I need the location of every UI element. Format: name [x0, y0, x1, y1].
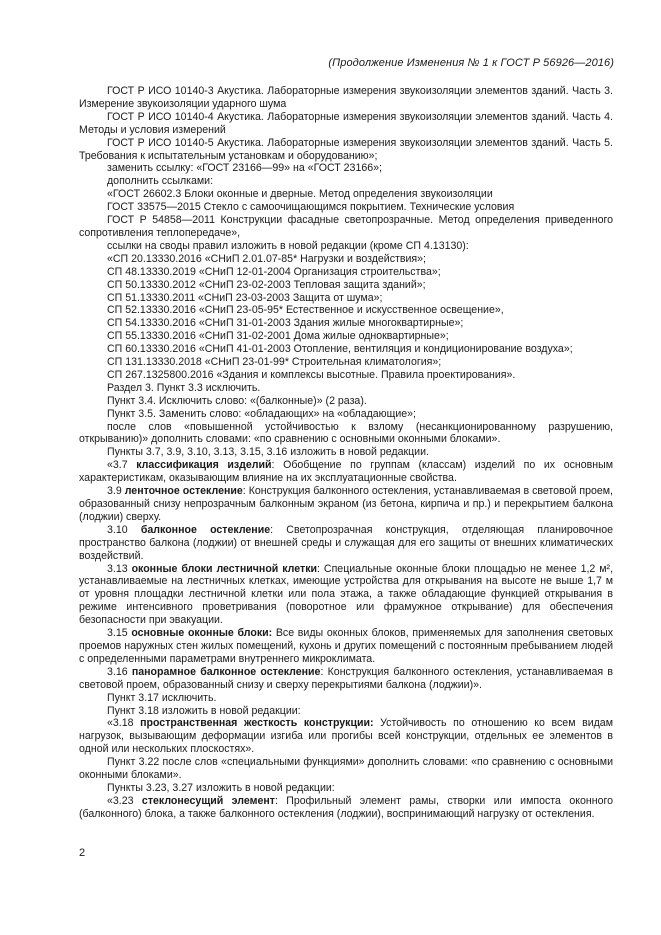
defined-term: оконные блоки лестничной клетки [131, 562, 318, 575]
paragraph: СП 54.13330.2016 «СНиП 31-01-2003 Здания жилые многоквартирные»; [107, 317, 464, 330]
defined-term: классификация изделий [136, 459, 272, 472]
paragraph: СП 55.13330.2016 «СНиП 31-02-2001 Дома жилые одноквартирные»; [107, 330, 449, 343]
paragraph: ГОСТ Р ИСО 10140-5 Акустика. Лабораторные измерения звукоизоляции элементов зданий. Часть 5. Требования к испытательным установкам и оборудованию»; [79, 136, 613, 162]
paragraph: ГОСТ Р 54858—2011 Конструкции фасадные светопрозрачные. Метод определения приведенного сопротивления теплопередаче», [79, 214, 613, 239]
definition-text: : Конструкция балконного остекления, устанавливаемая в световой проем, образованный снизу непрозрачным балконным экраном (из бетона, кирпича и пр.) и перекрытием балкона (лоджии) сверху. [79, 485, 613, 523]
clause-number: 3.10 [107, 523, 141, 536]
paragraph: Пункт 3.5. Заменить слово: «обладающих» на «обладающие»; [107, 407, 416, 420]
definition-text: : Специальные оконные блоки площадью не менее 1,2 м², устанавливаемые на лестничных клетках, имеющие устройства для открывания на высоте не выше 1,7 м от уровня площадки лестничной клетки или пола этажа, а также обладающие функцией открывания в режиме интенсивного проветривания (поворотное или фрамужное открывание) для обеспечения безопасности при эвакуации. [79, 562, 614, 627]
clause-number: 3.9 [107, 485, 125, 498]
paragraph: СП 267.1325800.2016 «Здания и комплексы высотные. Правила проектирования». [107, 368, 516, 381]
document-body [79, 85, 613, 821]
paragraph [79, 666, 613, 692]
defined-term: балконное остекление [140, 523, 271, 536]
clause-number: «3.18 [107, 717, 141, 730]
paragraph: Раздел 3. Пункт 3.3 исключить. [107, 381, 261, 394]
paragraph: Пункты 3.23, 3.27 изложить в новой редакции: [107, 781, 335, 794]
paragraph: Пункт 3.4. Исключить слово: «(балконные)» (2 раза). [107, 394, 367, 407]
paragraph [79, 524, 613, 563]
defined-term: пространственная жесткость конструкции: [140, 717, 374, 730]
paragraph: Пункт 3.18 изложить в новой редакции: [107, 704, 301, 717]
defined-term: панорамное балконное остекление [131, 665, 321, 678]
clause-number: 3.13 [107, 562, 132, 575]
definition-text: Все виды оконных блоков, применяемых для заполнения световых проемов наружных стен жилых помещений, кухонь и других помещений с постоянным пребыванием людей с определенными параметрами внутреннего микроклимата. [79, 627, 614, 665]
defined-term: основные оконные блоки: [131, 627, 273, 640]
paragraph: дополнить ссылками: [107, 175, 214, 188]
paragraph [79, 717, 613, 756]
paragraph [79, 627, 613, 666]
clause-number: «3.23 [107, 794, 142, 807]
paragraph: Пункт 3.22 после слов «специальными функциями» дополнить словами: «по сравнению с основными оконными блоками». [79, 756, 613, 782]
definition-text: : Светопрозрачная конструкция, отделяющая планировочное пространство балкона (лоджии) от внешней среды и служащая для его защиты от внешних климатических воздействий. [79, 523, 613, 562]
definition-text: : Обобщение по группам (классам) изделий по их основным характеристикам, оказывающим влияние на их эксплуатационные свойства. [79, 459, 614, 485]
paragraph: СП 50.13330.2012 «СНиП 23-02-2003 Тепловая защита зданий»; [107, 278, 426, 291]
paragraph: после слов «повышенной устойчивостью к взлому (несанкционированному разрушению, открыванию)» дополнить словами: «по сравнению с основными оконными блоками». [79, 420, 613, 446]
page-number: 2 [79, 847, 86, 859]
clause-number: 3.15 [107, 627, 132, 640]
paragraph: Пункты 3.7, 3.9, 3.10, 3.13, 3.15, 3.16 изложить в новой редакции. [107, 446, 429, 459]
clause-number: 3.16 [107, 665, 132, 678]
paragraph: СП 60.13330.2016 «СНиП 41-01-2003 Отопление, вентиляция и кондиционирование воздуха»; [107, 343, 573, 356]
paragraph [79, 459, 613, 485]
paragraph: СП 52.13330.2016 «СНиП 23-05-95* Естественное и искусственное освещение», [107, 304, 504, 317]
defined-term: ленточное остекление [124, 485, 243, 498]
paragraph: ссылки на своды правил изложить в новой редакции (кроме СП 4.13130): [107, 239, 469, 252]
paragraph: СП 131.13330.2018 «СНиП 23-01-99* Строительная климатология»; [107, 356, 442, 369]
definition-text: Устойчивость по отношению ко всем видам нагрузок, вызывающим деформации изгиба или прогибы всей конструкции, отдельных ее элементов в одной или нескольких плоскостях». [79, 717, 613, 756]
paragraph: СП 51.13330.2011 «СНиП 23-03-2003 Защита от шума»; [107, 291, 383, 304]
paragraph [79, 563, 613, 628]
paragraph: «СП 20.13330.2016 «СНиП 2.01.07-85* Нагрузки и воздействия»; [107, 252, 426, 265]
paragraph: заменить ссылку: «ГОСТ 23166—99» на «ГОСТ 23166»; [107, 162, 382, 175]
defined-term: стеклонесущий элемент [141, 794, 275, 807]
paragraph: Пункт 3.17 исключить. [107, 691, 217, 704]
definition-text: : Конструкция балконного остекления, устанавливаемая в световой проем, образованный снизу и сверху перекрытиями балкона (лоджии)». [79, 665, 613, 691]
paragraph: «ГОСТ 26602.3 Блоки оконные и дверные. Метод определения звукоизоляции [107, 188, 493, 201]
clause-number: «3.7 [107, 459, 137, 472]
paragraph [79, 795, 613, 821]
definition-text: : Профильный элемент рамы, створки или импоста оконного (балконного) блока, а также балконного остекления (лоджии), воспринимающий нагрузку от остекления. [79, 794, 613, 820]
paragraph: ГОСТ Р ИСО 10140-3 Акустика. Лабораторные измерения звукоизоляции элементов зданий. Часть 3. Измерение звукоизоляции ударного шума [79, 85, 613, 110]
paragraph: ГОСТ 33575—2015 Стекло с самоочищающимся покрытием. Технические условия [107, 201, 515, 214]
paragraph: СП 48.13330.2019 «СНиП 12-01-2004 Организация строительства»; [107, 265, 441, 278]
paragraph [79, 485, 613, 524]
paragraph: ГОСТ Р ИСО 10140-4 Акустика. Лабораторные измерения звукоизоляции элементов зданий. Часть 4. Методы и условия измерений [79, 110, 613, 136]
page-header: (Продолжение Изменения № 1 к ГОСТ Р 56926—2016) [328, 57, 614, 69]
